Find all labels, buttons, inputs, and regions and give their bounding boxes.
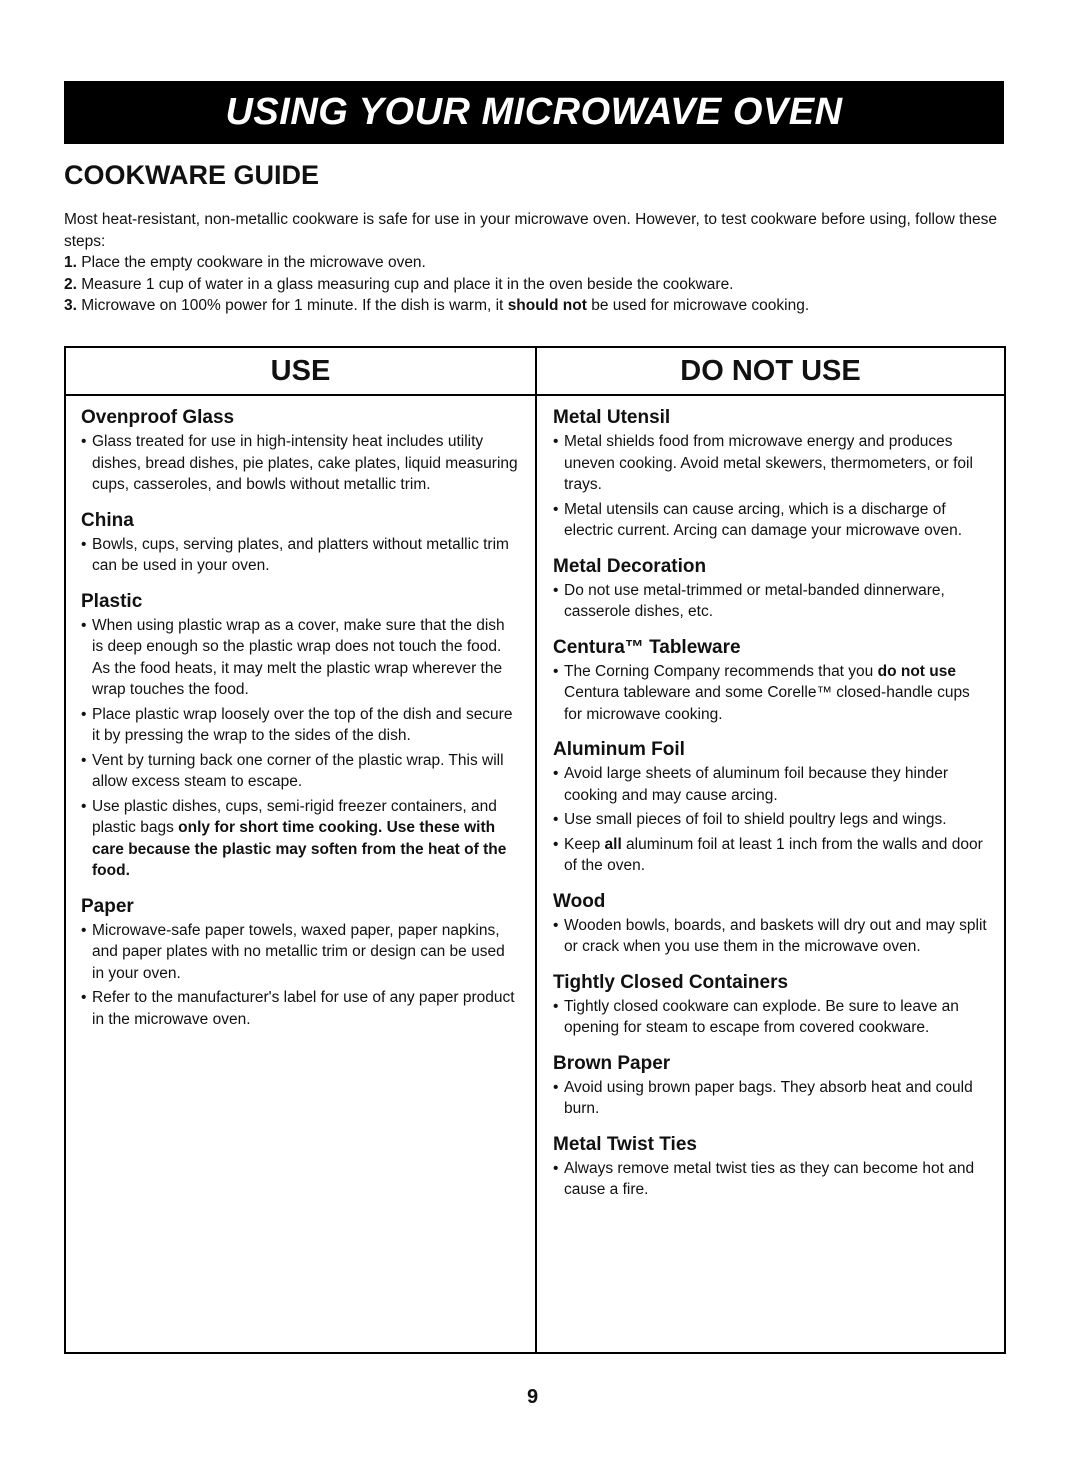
dnu-item-metal-utensil: Metal Utensil • Metal shields food from microwave energy and produces uneven cooking. Avoid metal skewers, thermometers, or foil trays. • Metal utensils can cause arcing, which is a discharge of electric current. Arcing can damage your microwave oven. <box>553 406 988 542</box>
use-heading: USE <box>66 348 535 396</box>
use-item-china: China • Bowls, cups, serving plates, and platters without metallic trim can be used in your oven. <box>81 509 519 577</box>
dnu-item-tightly-closed: Tightly Closed Containers • Tightly closed cookware can explode. Be sure to leave an opening for steam to escape from covered cookware. <box>553 971 988 1039</box>
dnu-item-metal-twist-ties: Metal Twist Ties • Always remove metal twist ties as they can become hot and cause a fire. <box>553 1133 988 1201</box>
banner-title: USING YOUR MICROWAVE OVEN <box>225 91 843 133</box>
intro-block <box>64 209 1004 317</box>
intro-step-3: 3. Microwave on 100% power for 1 minute. If the dish is warm, it should not be used for microwave cooking. <box>64 297 810 314</box>
dnu-item-aluminum-foil: Aluminum Foil • Avoid large sheets of aluminum foil because they hinder cooking and may cause arcing. • Use small pieces of foil to shield poultry legs and wings. • Keep all aluminum foil at least 1 inch from the walls and door of the oven. <box>553 738 988 877</box>
section-title: COOKWARE GUIDE <box>64 160 320 190</box>
use-column <box>66 348 535 1352</box>
dnu-item-brown-paper: Brown Paper • Avoid using brown paper bags. They absorb heat and could burn. <box>553 1052 988 1120</box>
dnu-item-metal-decoration: Metal Decoration • Do not use metal-trimmed or metal-banded dinnerware, casserole dishes, etc. <box>553 555 988 623</box>
do-not-use-column <box>535 348 1004 1352</box>
dnu-item-centura: Centura™ Tableware • The Corning Company recommends that you do not use Centura tableware and some Corelle™ closed-handle cups for microwave cooking. <box>553 636 988 726</box>
do-not-use-heading: DO NOT USE <box>537 348 1004 396</box>
intro-step-2: 2. Measure 1 cup of water in a glass measuring cup and place it in the oven beside the cookware. <box>64 275 734 293</box>
page-number: 9 <box>526 1386 539 1408</box>
intro-step-1: 1. Place the empty cookware in the microwave oven. <box>64 254 426 271</box>
intro-text: Most heat-resistant, non-metallic cookware is safe for use in your microwave oven. However, to test cookware before using, follow these steps: <box>64 211 998 250</box>
dnu-item-wood: Wood • Wooden bowls, boards, and baskets will dry out and may split or crack when you use them in the microwave oven. <box>553 890 988 958</box>
cookware-table <box>64 346 1006 1354</box>
use-item-plastic: Plastic • When using plastic wrap as a cover, make sure that the dish is deep enough so the plastic wrap does not touch the food. As the food heats, it may melt the plastic wrap wherever the wrap touches the food. • Place plastic wrap loosely over the top of the dish and secure it by pressing the wrap to the sides of the dish. • Vent by turning back one corner of the plastic wrap. This will allow excess steam to escape. • Use plastic dishes, cups, semi-rigid freezer containers, and plastic bags only for short time cooking. Use these with care because the plastic may soften from the heat of the food. <box>81 590 519 882</box>
page-banner <box>64 81 1004 144</box>
use-item-paper: Paper • Microwave-safe paper towels, waxed paper, paper napkins, and paper plates with no metallic trim or design can be used in your oven. • Refer to the manufacturer's label for use of any paper product in the microwave oven. <box>81 895 519 1031</box>
use-item-ovenproof-glass: Ovenproof Glass • Glass treated for use in high-intensity heat includes utility dishes, bread dishes, pie plates, cake plates, liquid measuring cups, casseroles, and bowls without metallic trim. <box>81 406 519 496</box>
